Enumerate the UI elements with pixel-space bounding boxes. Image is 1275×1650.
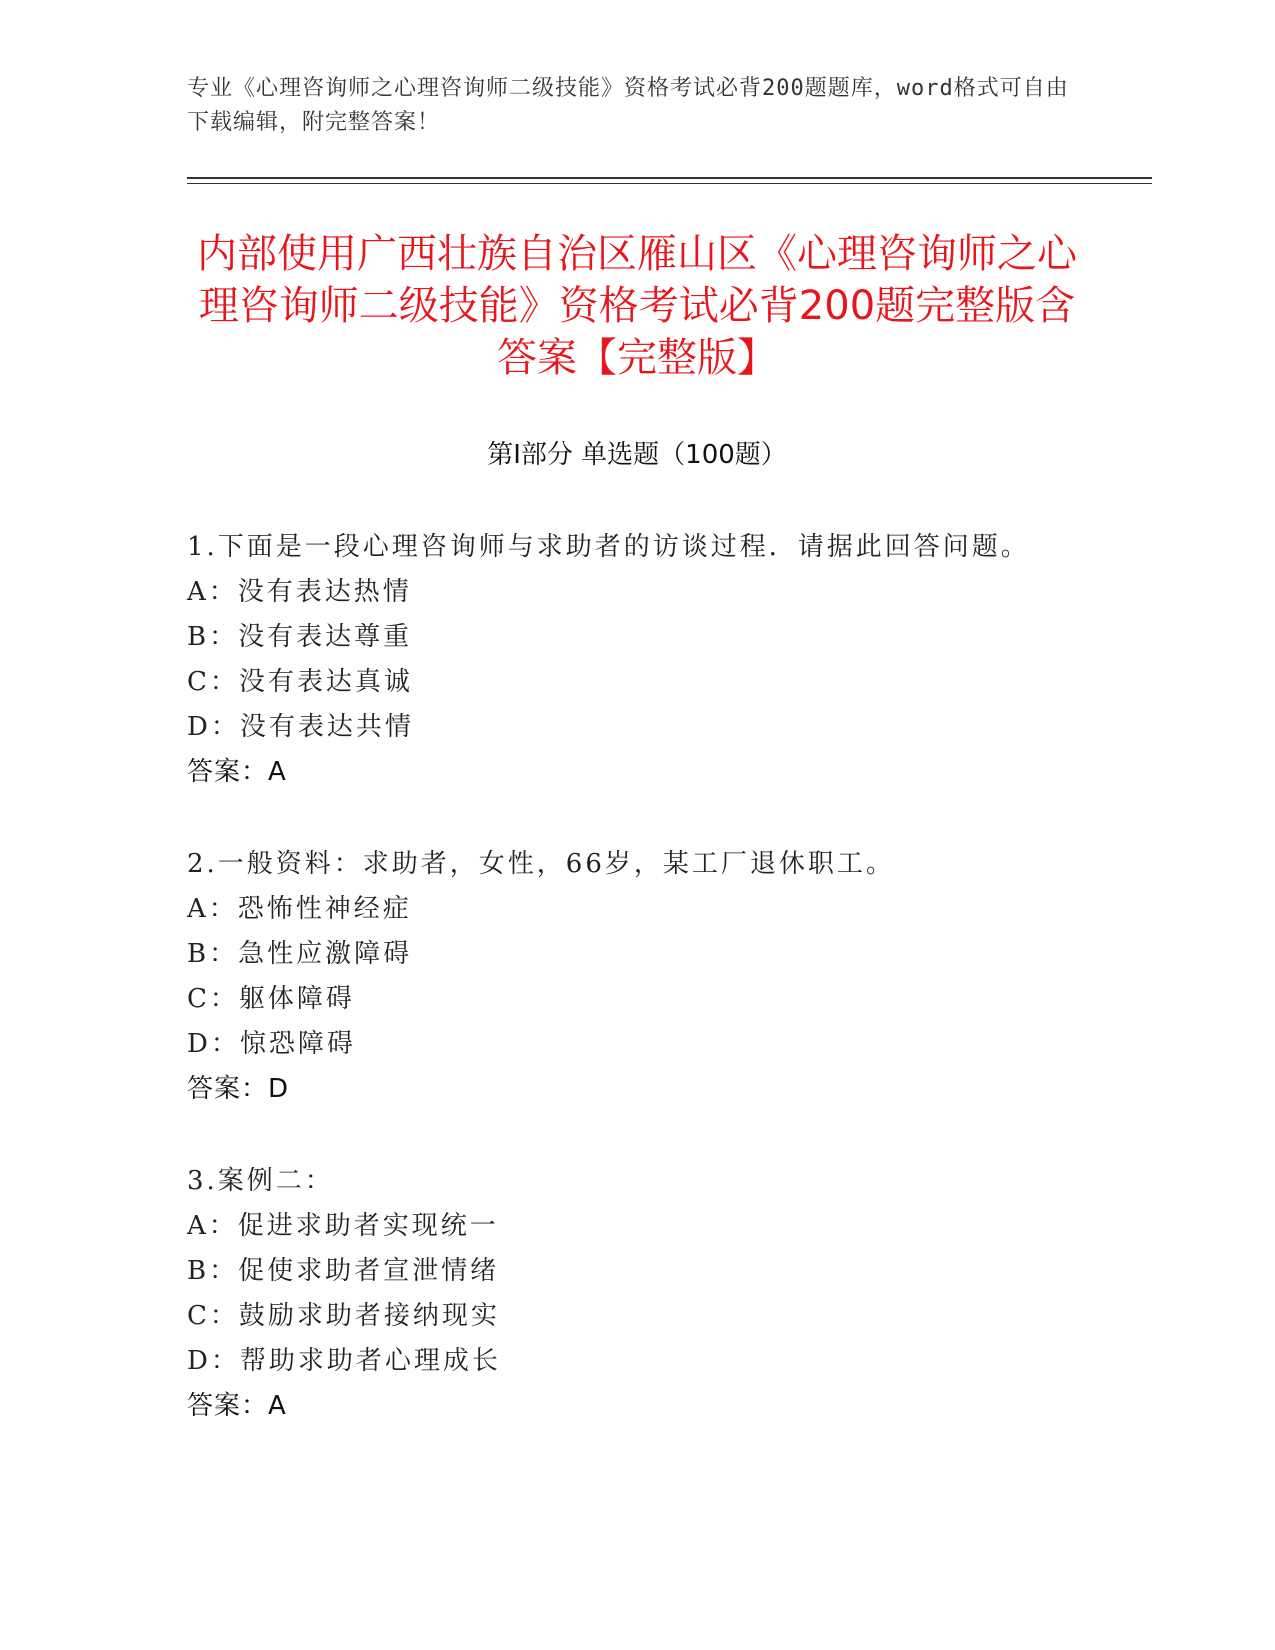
question-option: C：躯体障碍: [187, 984, 355, 1014]
question-item: [187, 525, 1137, 795]
question-option: B：急性应激障碍: [187, 939, 413, 969]
question-stem: 3.案例二：: [187, 1166, 334, 1196]
question-option: D：惊恐障碍: [187, 1029, 356, 1059]
question-option: C：没有表达真诚: [187, 667, 413, 697]
question-item: [187, 842, 1137, 1112]
question-option: D：帮助求助者心理成长: [187, 1346, 501, 1376]
header-divider-thick: [187, 177, 1152, 179]
question-stem: 1.下面是一段心理咨询师与求助者的访谈过程．请据此回答问题。: [187, 532, 1030, 562]
question-answer: 答案：D: [187, 1074, 290, 1104]
section-title: 第Ⅰ部分 单选题（100题）: [487, 440, 787, 470]
question-option: A：没有表达热情: [187, 577, 412, 607]
question-option: B：没有表达尊重: [187, 622, 413, 652]
question-item: [187, 1159, 1137, 1429]
question-stem: 2.一般资料：求助者，女性，66岁，某工厂退休职工。: [187, 849, 895, 879]
question-option: A：促进求助者实现统一: [187, 1211, 499, 1241]
question-option: B：促使求助者宣泄情绪: [187, 1256, 500, 1286]
question-option: A：恐怖性神经症: [187, 894, 412, 924]
question-answer: 答案：A: [187, 757, 287, 787]
header-divider-thin: [187, 183, 1152, 184]
header-note: 专业《心理咨询师之心理咨询师二级技能》资格考试必背200题题库，word格式可自由下载编辑，附完整答案！: [187, 76, 1069, 135]
document-title: 内部使用广西壮族自治区雁山区《心理咨询师之心理咨询师二级技能》资格考试必背200题完整版含答案【完整版】: [197, 231, 1077, 381]
question-option: D：没有表达共情: [187, 712, 414, 742]
question-list: [187, 525, 1137, 1476]
question-answer: 答案：A: [187, 1391, 287, 1421]
question-option: C：鼓励求助者接纳现实: [187, 1301, 500, 1331]
